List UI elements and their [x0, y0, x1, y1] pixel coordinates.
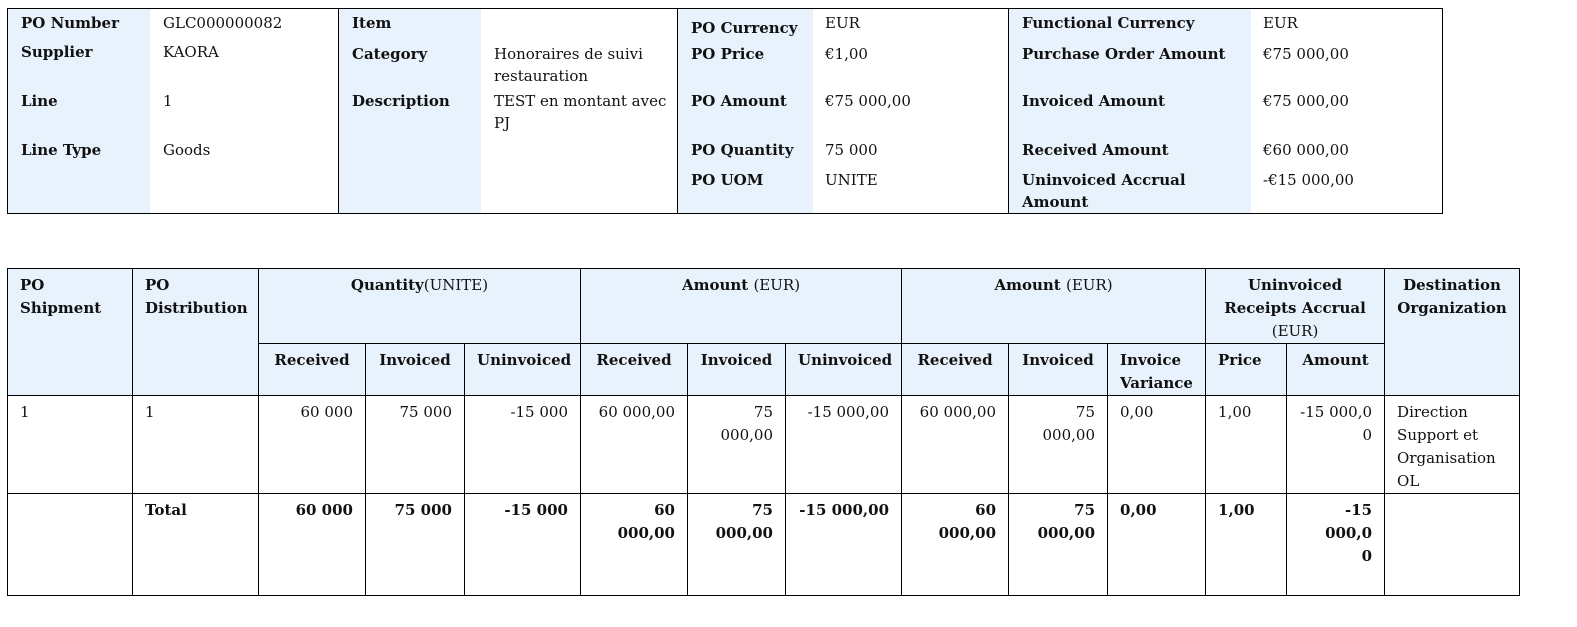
supplier-value: KAORA: [163, 43, 219, 61]
po-price-label: PO Price: [691, 45, 765, 63]
table-row: [8, 396, 1520, 494]
total-accrual-amount-line1: -15 000,0: [1325, 501, 1373, 542]
total-accrual-amount-line2: 0: [1361, 547, 1373, 565]
amt2-received-header: Received: [902, 344, 1009, 396]
po-distribution-header: [133, 269, 259, 396]
po-amount-value: €75 000,00: [825, 92, 911, 110]
destination-header-line2: Organization: [1397, 299, 1507, 317]
functional-amount-header-text: Amount: [994, 276, 1066, 294]
amt-uninvoiced-cell: -15 000,00: [786, 396, 902, 494]
accrual-price-header: Price: [1206, 344, 1287, 396]
po-currency-label: PO Currency: [691, 19, 798, 37]
total-label: Total: [133, 494, 259, 596]
amt2-received-cell: 60 000,00: [902, 396, 1009, 494]
po-currency-value: EUR: [825, 14, 860, 32]
po-summary-panel: [7, 8, 1443, 214]
line-label: Line: [21, 92, 58, 110]
po-distribution-header-line1: PO: [145, 276, 170, 294]
total-amt-uninvoiced: -15 000,00: [786, 494, 902, 596]
uninvoiced-header-line1: Uninvoiced: [1247, 276, 1343, 294]
quantity-unit-text: (UNITE): [423, 276, 489, 294]
invoiced-amount-value: €75 000,00: [1263, 92, 1349, 110]
purchase-order-amount-label: Purchase Order Amount: [1022, 45, 1226, 63]
po-number-label: PO Number: [21, 14, 119, 32]
total-qty-received: 60 000: [259, 494, 366, 596]
description-value-line1: TEST en montant avec: [494, 92, 667, 110]
po-price-value: €1,00: [825, 45, 868, 63]
qty-invoiced-header: Invoiced: [366, 344, 465, 396]
po-amount-label: PO Amount: [691, 92, 787, 110]
category-value-line1: Honoraires de suivi: [494, 45, 643, 63]
destination-cell: [1385, 396, 1520, 494]
category-value-line2: restauration: [494, 67, 589, 85]
po-distribution-header-line2: Distribution: [145, 299, 248, 317]
total-shipment-cell: [8, 494, 133, 596]
amt2-invoiced-cell: 75 000,00: [1009, 396, 1108, 494]
amount-group-header: [581, 269, 902, 344]
total-amt2-invoiced: 75 000,00: [1009, 494, 1108, 596]
received-amount-label: Received Amount: [1022, 141, 1169, 159]
functional-currency-label: Functional Currency: [1022, 14, 1195, 32]
qty-invoiced-cell: 75 000: [366, 396, 465, 494]
destination-line1: Direction: [1397, 403, 1468, 421]
destination-org-header: [1385, 269, 1520, 396]
qty-uninvoiced-header: Uninvoiced: [465, 344, 581, 396]
functional-amount-group-header: [902, 269, 1206, 344]
quantity-group-header: [259, 269, 581, 344]
supplier-label: Supplier: [21, 43, 93, 61]
amount-header-text: Amount: [681, 276, 754, 294]
amt-uninvoiced-header: Uninvoiced: [786, 344, 902, 396]
accrual-amount-header: Amount: [1287, 344, 1385, 396]
total-invoice-variance: 0,00: [1108, 494, 1206, 596]
line-type-label: Line Type: [21, 141, 102, 159]
po-shipment-header-line2: Shipment: [20, 299, 102, 317]
line-type-value: Goods: [163, 141, 211, 159]
destination-line3: Organisation: [1397, 449, 1496, 467]
total-amt-received: 60 000,00: [581, 494, 688, 596]
item-label: Item: [352, 14, 392, 32]
po-identity-block: [8, 9, 338, 213]
accrual-price-cell: 1,00: [1206, 396, 1287, 494]
uninvoiced-accrual-label-line2: Amount: [1022, 193, 1089, 211]
qty-received-cell: 60 000: [259, 396, 366, 494]
uninvoiced-accrual-value: -€15 000,00: [1263, 171, 1354, 189]
line-value: 1: [163, 92, 173, 110]
po-shipment-header: [8, 269, 133, 396]
total-accrual-price: 1,00: [1206, 494, 1287, 596]
destination-line2: Support et: [1397, 426, 1479, 444]
po-quantity-label: PO Quantity: [691, 141, 794, 159]
amt-received-header: Received: [581, 344, 688, 396]
quantity-header-text: Quantity: [350, 276, 424, 294]
invoice-variance-header-line2: Variance: [1120, 374, 1193, 392]
description-label: Description: [352, 92, 450, 110]
item-block: [338, 9, 678, 213]
functional-currency-value: EUR: [1263, 14, 1298, 32]
invoiced-amount-label: Invoiced Amount: [1022, 92, 1165, 110]
total-qty-invoiced: 75 000: [366, 494, 465, 596]
amount-unit-text: (EUR): [753, 276, 801, 294]
amt2-invoiced-header: Invoiced: [1009, 344, 1108, 396]
accrual-amount-cell: [1287, 396, 1385, 494]
uninvoiced-header-line2: Receipts Accrual: [1224, 299, 1366, 317]
accrual-amount-line1: -15 000,0: [1300, 403, 1373, 421]
accrual-detail-table: [7, 268, 1520, 596]
qty-received-header: Received: [259, 344, 366, 396]
total-accrual-amount: [1287, 494, 1385, 596]
description-value-line2: PJ: [494, 114, 511, 132]
po-uom-label: PO UOM: [691, 171, 764, 189]
amt-invoiced-header: Invoiced: [688, 344, 786, 396]
invoice-variance-cell: 0,00: [1108, 396, 1206, 494]
po-uom-value: UNITE: [825, 171, 878, 189]
total-row: [8, 494, 1520, 596]
total-amt2-received: 60 000,00: [902, 494, 1009, 596]
total-destination-cell: [1385, 494, 1520, 596]
amt-received-cell: 60 000,00: [581, 396, 688, 494]
uninvoiced-accrual-label-line1: Uninvoiced Accrual: [1022, 171, 1186, 189]
total-amt-invoiced: 75 000,00: [688, 494, 786, 596]
invoice-variance-header-line1: Invoice: [1120, 351, 1182, 369]
destination-header-line1: Destination: [1403, 276, 1501, 294]
po-quantity-value: 75 000: [825, 141, 878, 159]
purchase-order-amount-value: €75 000,00: [1263, 45, 1349, 63]
amt-invoiced-cell: 75 000,00: [688, 396, 786, 494]
received-amount-value: €60 000,00: [1263, 141, 1349, 159]
uninvoiced-header-line3: (EUR): [1271, 322, 1319, 340]
category-label: Category: [352, 45, 428, 63]
distribution-cell: 1: [133, 396, 259, 494]
functional-amounts-block: [1008, 9, 1442, 213]
total-qty-uninvoiced: -15 000: [465, 494, 581, 596]
destination-line4: OL: [1397, 472, 1420, 490]
accrual-amount-line2: 0: [1362, 426, 1373, 444]
qty-uninvoiced-cell: -15 000: [465, 396, 581, 494]
uninvoiced-accrual-group-header: [1206, 269, 1385, 344]
po-shipment-header-line1: PO: [20, 276, 45, 294]
invoice-variance-header: [1108, 344, 1206, 396]
functional-amount-unit-text: (EUR): [1065, 276, 1113, 294]
po-pricing-block: [677, 9, 1009, 213]
po-number-value: GLC000000082: [163, 14, 283, 32]
shipment-cell: 1: [8, 396, 133, 494]
